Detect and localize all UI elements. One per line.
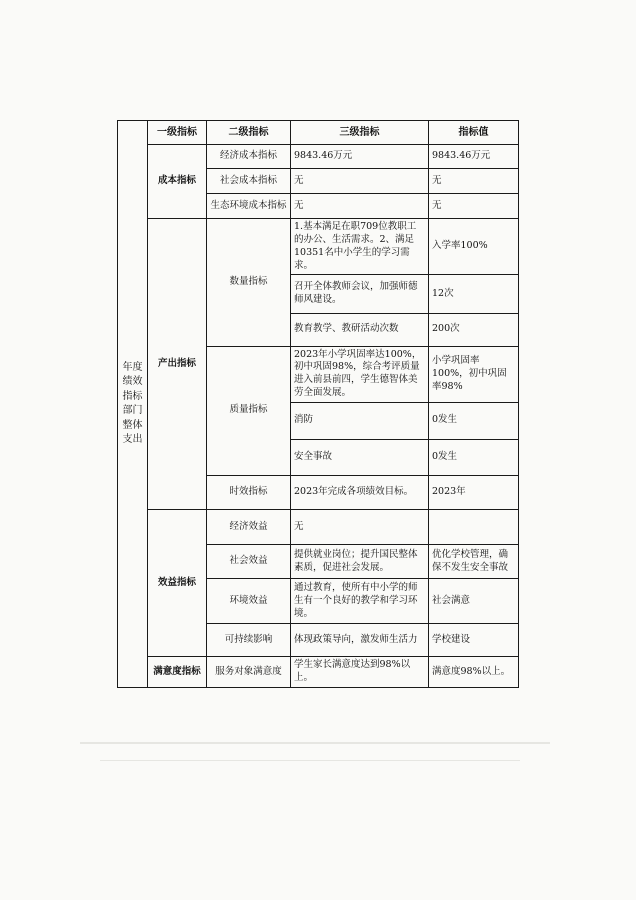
benefit-indicator-label: 效益指标 [148,510,207,657]
scan-artifact [80,742,550,744]
value-cell: 9843.46万元 [429,145,519,169]
table-row [118,510,519,545]
scan-artifact [100,760,520,761]
header-value: 指标值 [429,121,519,145]
l3-cell: 2023年小学巩固率达100%，初中巩固98%，综合考评质量进入前县前四，学生德智体美劳全面发展。 [291,346,429,402]
value-cell: 2023年 [429,475,519,509]
l2-cell: 社会效益 [207,545,291,579]
value-cell: 0发生 [429,439,519,475]
value-cell: 200次 [429,313,519,346]
output-indicator-label: 产出指标 [148,219,207,510]
l3-cell: 无 [291,510,429,545]
value-cell: 优化学校管理，确保不发生安全事故 [429,545,519,579]
value-cell: 小学巩固率100%，初中巩固率98% [429,346,519,402]
l3-cell: 教育教学、教研活动次数 [291,313,429,346]
quantity-indicator-label: 数量指标 [207,219,291,346]
table-row [118,657,519,688]
l2-cell: 可持续影响 [207,624,291,657]
l2-cell: 经济效益 [207,510,291,545]
l2-cell: 经济成本指标 [207,145,291,169]
l3-cell: 通过教育，使所有中小学的师生有一个良好的教学和学习环境。 [291,579,429,624]
timeliness-indicator-label: 时效指标 [207,475,291,509]
table-row [118,219,519,275]
header-level-2: 二级指标 [207,121,291,145]
l3-cell: 体现政策导向，激发师生活力 [291,624,429,657]
l3-cell: 无 [291,194,429,219]
performance-indicator-table [117,120,519,688]
l3-cell: 9843.46万元 [291,145,429,169]
side-label: 年度绩效指标部门整体支出 [118,121,148,688]
l2-cell: 社会成本指标 [207,169,291,194]
l3-cell: 2023年完成各项绩效目标。 [291,475,429,509]
cost-indicator-label: 成本指标 [148,145,207,219]
l3-cell: 无 [291,169,429,194]
header-level-3: 三级指标 [291,121,429,145]
value-cell [429,510,519,545]
header-level-1: 一级指标 [148,121,207,145]
l3-cell: 学生家长满意度达到98%以上。 [291,657,429,688]
l3-cell: 召开全体教师会议，加强师德师风建设。 [291,275,429,313]
l2-cell: 环境效益 [207,579,291,624]
value-cell: 社会满意 [429,579,519,624]
l3-cell: 1.基本满足在职709位教职工的办公、生活需求。2、满足10351名中小学生的学习需求。 [291,219,429,275]
l2-cell: 生态环境成本指标 [207,194,291,219]
l3-cell: 提供就业岗位；提升国民整体素质，促进社会发展。 [291,545,429,579]
value-cell: 无 [429,169,519,194]
value-cell: 入学率100% [429,219,519,275]
satisfaction-indicator-label: 满意度指标 [148,657,207,688]
value-cell: 学校建设 [429,624,519,657]
l2-cell: 服务对象满意度 [207,657,291,688]
value-cell: 无 [429,194,519,219]
value-cell: 12次 [429,275,519,313]
l3-cell: 安全事故 [291,439,429,475]
table-header-row [118,121,519,145]
l3-cell: 消防 [291,402,429,439]
value-cell: 满意度98%以上。 [429,657,519,688]
table-row [118,145,519,169]
value-cell: 0发生 [429,402,519,439]
quality-indicator-label: 质量指标 [207,346,291,475]
